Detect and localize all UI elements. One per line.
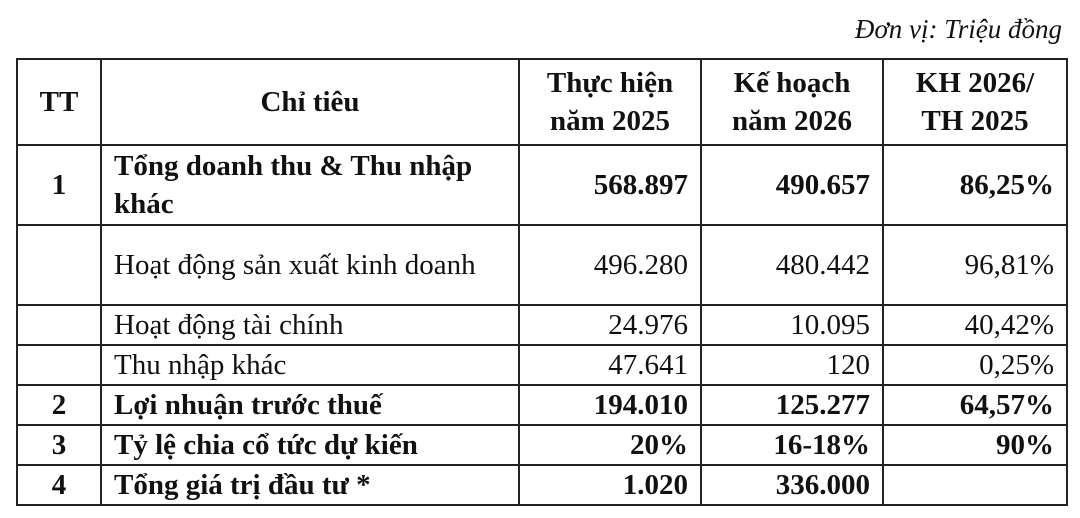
row-plan: 490.657 — [701, 145, 883, 225]
row-ratio — [883, 465, 1067, 505]
row-plan: 16-18% — [701, 425, 883, 465]
header-indicator: Chỉ tiêu — [101, 59, 519, 145]
row-ratio: 90% — [883, 425, 1067, 465]
table-row — [17, 145, 1067, 225]
header-tt: TT — [17, 59, 101, 145]
row-actual: 194.010 — [519, 385, 701, 425]
row-name: Thu nhập khác — [101, 345, 519, 385]
row-ratio: 0,25% — [883, 345, 1067, 385]
row-plan: 480.442 — [701, 225, 883, 305]
row-tt: 3 — [17, 425, 101, 465]
row-ratio: 64,57% — [883, 385, 1067, 425]
row-plan: 125.277 — [701, 385, 883, 425]
row-name: Lợi nhuận trước thuế — [101, 385, 519, 425]
table-row — [17, 305, 1067, 345]
header-plan-2026: Kế hoạch năm 2026 — [701, 59, 883, 145]
row-plan: 336.000 — [701, 465, 883, 505]
table-header-row — [17, 59, 1067, 145]
header-actual-2025: Thực hiện năm 2025 — [519, 59, 701, 145]
unit-label: Đơn vị: Triệu đồng — [854, 14, 1062, 44]
header-ratio: KH 2026/ TH 2025 — [883, 59, 1067, 145]
row-actual: 20% — [519, 425, 701, 465]
financial-plan-table — [16, 58, 1068, 506]
row-tt — [17, 225, 101, 305]
row-name: Tổng giá trị đầu tư * — [101, 465, 519, 505]
row-tt — [17, 345, 101, 385]
row-ratio: 40,42% — [883, 305, 1067, 345]
row-tt: 2 — [17, 385, 101, 425]
row-tt: 4 — [17, 465, 101, 505]
row-actual: 24.976 — [519, 305, 701, 345]
row-ratio: 86,25% — [883, 145, 1067, 225]
row-tt: 1 — [17, 145, 101, 225]
row-ratio: 96,81% — [883, 225, 1067, 305]
row-tt — [17, 305, 101, 345]
row-name: Tổng doanh thu & Thu nhập khác — [101, 145, 519, 225]
row-name: Hoạt động tài chính — [101, 305, 519, 345]
table-row — [17, 465, 1067, 505]
row-plan: 10.095 — [701, 305, 883, 345]
table-row — [17, 425, 1067, 465]
row-actual: 47.641 — [519, 345, 701, 385]
row-name: Hoạt động sản xuất kinh doanh — [101, 225, 519, 305]
table-row — [17, 345, 1067, 385]
row-actual: 496.280 — [519, 225, 701, 305]
row-name: Tỷ lệ chia cổ tức dự kiến — [101, 425, 519, 465]
row-actual: 568.897 — [519, 145, 701, 225]
table-row — [17, 385, 1067, 425]
row-actual: 1.020 — [519, 465, 701, 505]
table-row — [17, 225, 1067, 305]
row-plan: 120 — [701, 345, 883, 385]
